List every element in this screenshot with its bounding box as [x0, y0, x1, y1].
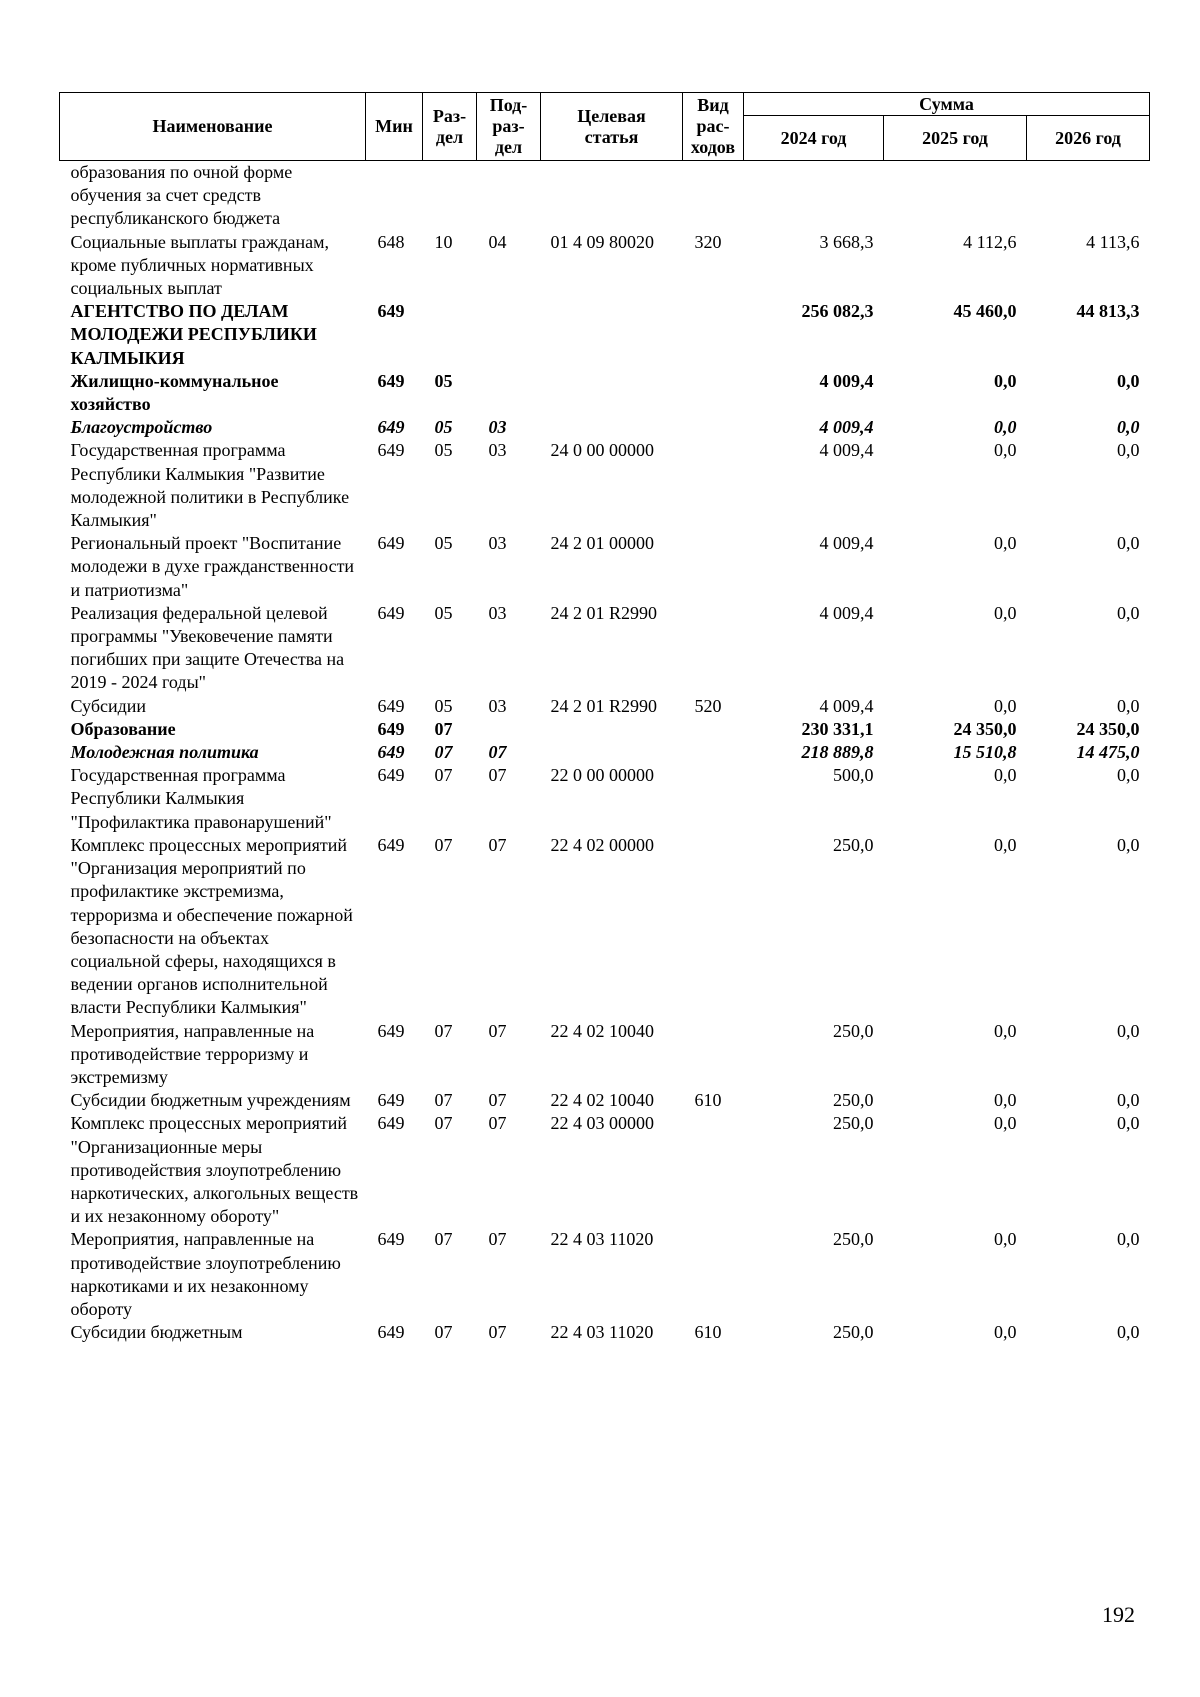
row-celevaya-statya — [541, 741, 683, 764]
row-min: 649 — [377, 1229, 405, 1250]
row-vid-rashodov — [683, 602, 744, 695]
row-name: Государственная программа Республики Калмыкия "Развитие молодежной политики в Республике Калмыкия" — [70, 440, 350, 531]
row-sum-2025: 0,0 — [994, 695, 1017, 716]
row-sum-2025: 0,0 — [994, 834, 1017, 855]
row-vid-rashodov: 520 — [694, 695, 722, 716]
row-sum-2026: 14 475,0 — [1076, 742, 1140, 763]
row-celevaya-statya: 01 4 09 80020 — [550, 231, 654, 252]
row-podrazdel: 03 — [488, 417, 507, 438]
row-celevaya-statya: 24 2 01 R2990 — [550, 695, 658, 716]
row-sum-2026: 0,0 — [1117, 1322, 1140, 1343]
row-sum-2024: 250,0 — [833, 1229, 874, 1250]
row-min: 649 — [377, 1020, 405, 1041]
row-sum-2024: 250,0 — [833, 834, 874, 855]
row-sum-2026: 0,0 — [1117, 1113, 1140, 1134]
row-podrazdel: 07 — [488, 834, 507, 855]
row-podrazdel: 03 — [488, 695, 507, 716]
row-sum-2026: 4 113,6 — [1086, 231, 1140, 252]
row-sum-2025 — [884, 161, 1027, 231]
row-razdel: 05 — [434, 440, 453, 461]
row-sum-2025: 0,0 — [994, 1090, 1017, 1111]
header-year-2024: 2024 год — [744, 116, 884, 161]
row-podrazdel — [477, 161, 541, 231]
row-sum-2026: 0,0 — [1117, 417, 1140, 438]
row-podrazdel: 03 — [488, 602, 507, 623]
row-sum-2025: 0,0 — [994, 602, 1017, 623]
row-sum-2026: 0,0 — [1117, 695, 1140, 716]
table-row — [60, 741, 1150, 764]
table-row — [60, 231, 1150, 301]
row-celevaya-statya: 22 4 02 10040 — [550, 1090, 654, 1111]
row-celevaya-statya: 22 4 03 00000 — [550, 1113, 654, 1134]
row-celevaya-statya: 24 2 01 00000 — [550, 533, 654, 554]
row-razdel: 07 — [434, 765, 453, 786]
row-razdel: 07 — [434, 718, 453, 739]
row-sum-2025: 0,0 — [994, 370, 1017, 391]
row-min: 649 — [377, 301, 405, 322]
row-razdel: 07 — [434, 742, 453, 763]
row-sum-2024: 256 082,3 — [801, 301, 874, 322]
row-name: Мероприятия, направленные на противодействие злоупотреблению наркотиками и их незаконному обороту — [70, 1229, 341, 1319]
row-min: 649 — [377, 765, 405, 786]
row-razdel: 05 — [434, 417, 453, 438]
row-podrazdel: 07 — [488, 1229, 507, 1250]
row-sum-2025: 0,0 — [994, 533, 1017, 554]
header-razdel: Раз- дел — [423, 93, 477, 161]
row-sum-2024: 250,0 — [833, 1113, 874, 1134]
header-podrazdel: Под- раз- дел — [477, 93, 541, 161]
header-year-2025: 2025 год — [884, 116, 1027, 161]
row-podrazdel — [477, 300, 541, 370]
table-row — [60, 416, 1150, 439]
row-sum-2024: 4 009,4 — [819, 417, 874, 438]
row-name: Субсидии — [70, 695, 147, 716]
row-celevaya-statya: 24 2 01 R2990 — [550, 602, 658, 623]
row-min: 649 — [377, 440, 405, 461]
row-razdel: 07 — [434, 834, 453, 855]
table-row — [60, 1089, 1150, 1112]
table-row — [60, 161, 1150, 231]
row-vid-rashodov — [683, 834, 744, 1020]
row-name: Субсидии бюджетным учреждениям — [70, 1090, 351, 1111]
row-podrazdel: 07 — [488, 1020, 507, 1041]
row-min: 649 — [377, 742, 405, 763]
row-sum-2026: 0,0 — [1117, 602, 1140, 623]
row-podrazdel: 07 — [488, 1090, 507, 1111]
row-vid-rashodov — [683, 718, 744, 741]
table-row — [60, 1321, 1150, 1344]
table-row — [60, 1228, 1150, 1321]
row-sum-2024: 4 009,4 — [819, 533, 874, 554]
table-row — [60, 764, 1150, 834]
row-celevaya-statya: 22 0 00 00000 — [550, 765, 654, 786]
row-celevaya-statya: 22 4 03 11020 — [550, 1229, 654, 1250]
row-vid-rashodov — [683, 1112, 744, 1228]
row-podrazdel — [477, 718, 541, 741]
row-vid-rashodov — [683, 764, 744, 834]
row-min — [366, 161, 423, 231]
row-sum-2025: 15 510,8 — [953, 742, 1017, 763]
row-podrazdel: 03 — [488, 440, 507, 461]
row-vid-rashodov — [683, 370, 744, 416]
row-sum-2024: 4 009,4 — [819, 695, 874, 716]
row-name: Социальные выплаты гражданам, кроме публичных нормативных социальных выплат — [70, 231, 329, 299]
row-sum-2026: 0,0 — [1117, 533, 1140, 554]
row-vid-rashodov: 320 — [694, 231, 722, 252]
row-celevaya-statya — [541, 161, 683, 231]
row-name: Комплекс процессных мероприятий "Организация мероприятий по профилактике экстремизма, терроризма и обеспечение пожарной безопасности на объектах социальной сферы, находящихся в ведении органов исполнительной власти Республики Калмыкия" — [70, 834, 353, 1018]
row-min: 649 — [377, 1113, 405, 1134]
row-razdel: 10 — [434, 231, 453, 252]
row-sum-2025: 0,0 — [994, 417, 1017, 438]
row-podrazdel: 07 — [488, 1322, 507, 1343]
row-razdel: 07 — [434, 1113, 453, 1134]
row-sum-2025: 0,0 — [994, 1020, 1017, 1041]
table-header — [60, 93, 1150, 161]
row-sum-2024: 4 009,4 — [819, 602, 874, 623]
row-min: 649 — [377, 602, 405, 623]
row-razdel: 07 — [434, 1229, 453, 1250]
row-sum-2024: 250,0 — [833, 1322, 874, 1343]
row-razdel: 07 — [434, 1322, 453, 1343]
row-name: АГЕНТСТВО ПО ДЕЛАМ МОЛОДЕЖИ РЕСПУБЛИКИ КАЛМЫКИЯ — [70, 301, 317, 368]
row-min: 649 — [377, 533, 405, 554]
row-sum-2026: 0,0 — [1117, 834, 1140, 855]
row-vid-rashodov — [683, 741, 744, 764]
row-min: 649 — [377, 718, 405, 739]
page-number: 192 — [1102, 1602, 1135, 1627]
row-vid-rashodov — [683, 416, 744, 439]
header-min: Мин — [366, 93, 423, 161]
row-razdel — [423, 161, 477, 231]
row-vid-rashodov — [683, 532, 744, 602]
table-row — [60, 532, 1150, 602]
row-razdel: 05 — [434, 533, 453, 554]
row-celevaya-statya — [541, 718, 683, 741]
row-sum-2025: 45 460,0 — [953, 301, 1017, 322]
row-sum-2024: 218 889,8 — [801, 742, 874, 763]
row-sum-2026: 0,0 — [1117, 765, 1140, 786]
table-row — [60, 300, 1150, 370]
row-sum-2025: 0,0 — [994, 1113, 1017, 1134]
row-name: Субсидии бюджетным — [70, 1322, 243, 1343]
row-sum-2024: 250,0 — [833, 1090, 874, 1111]
row-name: Государственная программа Республики Калмыкия "Профилактика правонарушений" — [70, 765, 332, 832]
row-podrazdel: 07 — [488, 765, 507, 786]
table-row — [60, 1020, 1150, 1090]
table-row — [60, 695, 1150, 718]
row-vid-rashodov — [683, 439, 744, 532]
row-sum-2026: 44 813,3 — [1076, 301, 1140, 322]
row-sum-2026: 0,0 — [1117, 440, 1140, 461]
row-sum-2024: 3 668,3 — [819, 231, 874, 252]
row-podrazdel — [477, 370, 541, 416]
table-row — [60, 602, 1150, 695]
table-row — [60, 370, 1150, 416]
row-name: Образование — [70, 718, 176, 739]
row-vid-rashodov: 610 — [694, 1090, 722, 1111]
row-razdel: 05 — [434, 602, 453, 623]
row-razdel — [423, 300, 477, 370]
row-celevaya-statya: 22 4 02 10040 — [550, 1020, 654, 1041]
row-name: Благоустройство — [70, 417, 213, 438]
row-min: 649 — [377, 695, 405, 716]
row-sum-2024: 250,0 — [833, 1020, 874, 1041]
row-sum-2025: 4 112,6 — [963, 231, 1017, 252]
budget-table — [59, 92, 1150, 1344]
row-razdel: 07 — [434, 1090, 453, 1111]
row-name: Мероприятия, направленные на противодействие терроризму и экстремизму — [70, 1020, 315, 1087]
row-name: Молодежная политика — [70, 742, 259, 763]
header-year-2026: 2026 год — [1027, 116, 1150, 161]
row-name: Жилищно-коммунальное хозяйство — [70, 370, 279, 415]
row-name: Региональный проект "Воспитание молодежи в духе гражданственности и патриотизма" — [70, 533, 355, 600]
row-vid-rashodov — [683, 1228, 744, 1321]
row-sum-2024: 4 009,4 — [819, 370, 874, 391]
table-row — [60, 834, 1150, 1020]
row-vid-rashodov — [683, 161, 744, 231]
row-sum-2025: 0,0 — [994, 440, 1017, 461]
row-sum-2026: 24 350,0 — [1076, 718, 1140, 739]
row-sum-2025: 24 350,0 — [953, 718, 1017, 739]
row-name: образования по очной форме обучения за счет средств республиканского бюджета — [70, 162, 293, 229]
row-sum-2024 — [744, 161, 884, 231]
row-celevaya-statya: 22 4 02 00000 — [550, 834, 654, 855]
row-min: 649 — [377, 370, 405, 391]
row-podrazdel: 04 — [488, 231, 507, 252]
header-summa: Сумма — [744, 93, 1150, 116]
table-body — [60, 161, 1150, 1345]
row-sum-2026: 0,0 — [1117, 1020, 1140, 1041]
row-podrazdel: 07 — [488, 742, 507, 763]
table-row — [60, 1112, 1150, 1228]
row-razdel: 05 — [434, 695, 453, 716]
row-sum-2025: 0,0 — [994, 765, 1017, 786]
row-sum-2024: 4 009,4 — [819, 440, 874, 461]
row-sum-2024: 500,0 — [833, 765, 874, 786]
row-celevaya-statya — [541, 416, 683, 439]
row-min: 649 — [377, 417, 405, 438]
row-sum-2025: 0,0 — [994, 1322, 1017, 1343]
table-row — [60, 439, 1150, 532]
row-min: 649 — [377, 834, 405, 855]
header-name: Наименование — [60, 93, 366, 161]
row-podrazdel: 07 — [488, 1113, 507, 1134]
row-sum-2026: 0,0 — [1117, 1090, 1140, 1111]
header-celevaya-statya: Целевая статья — [541, 93, 683, 161]
row-min: 649 — [377, 1090, 405, 1111]
row-min: 648 — [377, 231, 405, 252]
row-celevaya-statya — [541, 370, 683, 416]
budget-document-page — [59, 92, 1149, 1344]
row-sum-2026 — [1027, 161, 1150, 231]
row-vid-rashodov — [683, 1020, 744, 1090]
row-razdel: 05 — [434, 370, 453, 391]
header-vid-rashodov: Вид рас- ходов — [683, 93, 744, 161]
row-sum-2024: 230 331,1 — [801, 718, 874, 739]
row-name: Комплекс процессных мероприятий "Организационные меры противодействия злоупотреблению наркотических, алкогольных веществ и их незаконному обороту" — [70, 1113, 359, 1227]
row-min: 649 — [377, 1322, 405, 1343]
row-celevaya-statya: 24 0 00 00000 — [550, 440, 654, 461]
row-name: Реализация федеральной целевой программы "Увековечение памяти погибших при защите Отечества на 2019 - 2024 годы" — [70, 602, 345, 693]
row-vid-rashodov — [683, 300, 744, 370]
row-sum-2026: 0,0 — [1117, 370, 1140, 391]
table-row — [60, 718, 1150, 741]
row-sum-2026: 0,0 — [1117, 1229, 1140, 1250]
row-celevaya-statya: 22 4 03 11020 — [550, 1322, 654, 1343]
row-sum-2025: 0,0 — [994, 1229, 1017, 1250]
row-razdel: 07 — [434, 1020, 453, 1041]
row-celevaya-statya — [541, 300, 683, 370]
row-vid-rashodov: 610 — [694, 1322, 722, 1343]
row-podrazdel: 03 — [488, 533, 507, 554]
